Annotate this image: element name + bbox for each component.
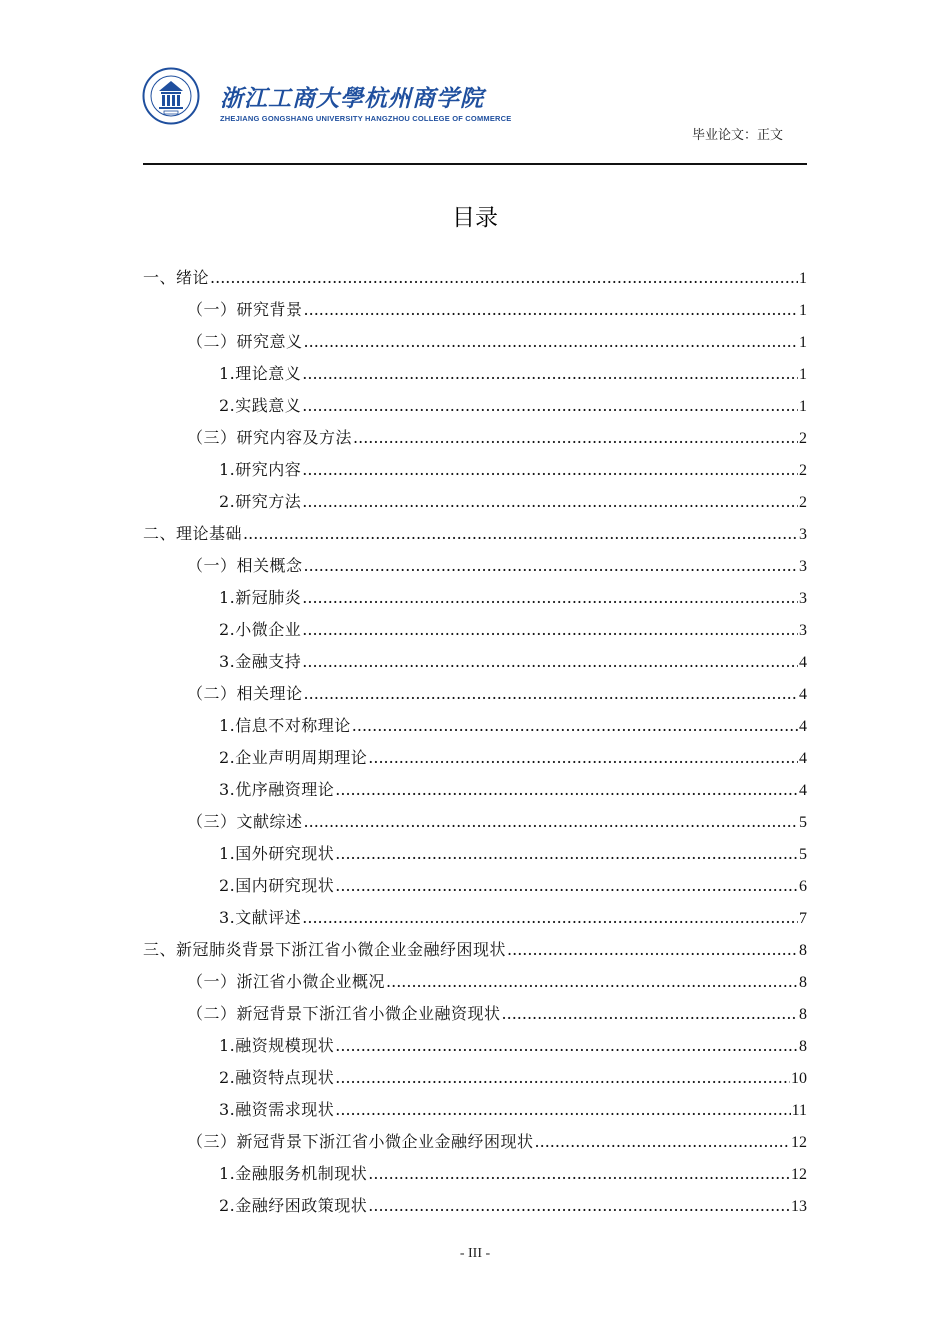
toc-dot-leader	[302, 582, 798, 614]
header-section-tag: 毕业论文：正文	[691, 128, 783, 143]
toc-page-number: 10	[791, 1070, 807, 1087]
toc-page-number: 6	[799, 878, 807, 895]
toc-entry[interactable]	[143, 966, 807, 998]
toc-page-number: 12	[791, 1166, 807, 1183]
toc-entry-label: （三）研究内容及方法	[187, 428, 353, 447]
toc-entry-label: （三）文献综述	[187, 812, 303, 831]
toc-entry-label: （二）相关理论	[187, 684, 303, 703]
toc-entry[interactable]	[143, 262, 807, 294]
university-seal-logo	[142, 67, 200, 125]
toc-entry[interactable]	[143, 550, 807, 582]
toc-dot-leader	[368, 1190, 790, 1222]
toc-page-number: 2	[799, 494, 807, 511]
toc-page-number: 12	[791, 1134, 807, 1151]
toc-page-number: 5	[799, 846, 807, 863]
toc-page-number: 1	[799, 302, 807, 319]
toc-page-number: 4	[799, 782, 807, 799]
toc-page-number: 8	[799, 1006, 807, 1023]
toc-entry[interactable]	[143, 390, 807, 422]
toc-entry[interactable]	[143, 710, 807, 742]
toc-page-number: 3	[799, 558, 807, 575]
toc-entry[interactable]	[143, 614, 807, 646]
toc-page-number: 1	[799, 398, 807, 415]
toc-entry[interactable]	[143, 774, 807, 806]
toc-dot-leader	[302, 454, 798, 486]
toc-dot-leader	[352, 710, 798, 742]
toc-entry-label: 1.信息不对称理论	[219, 716, 351, 735]
toc-entry[interactable]	[143, 326, 807, 358]
toc-entry-label: 2.融资特点现状	[219, 1068, 335, 1087]
header-divider	[143, 163, 807, 165]
toc-page-number: 3	[799, 622, 807, 639]
toc-dot-leader	[335, 1094, 790, 1126]
toc-entry-label: （一）浙江省小微企业概况	[187, 972, 386, 991]
toc-entry-label: （一）相关概念	[187, 556, 303, 575]
toc-entry[interactable]	[143, 422, 807, 454]
toc-entry[interactable]	[143, 678, 807, 710]
toc-entry[interactable]	[143, 1062, 807, 1094]
toc-entry[interactable]	[143, 870, 807, 902]
toc-entry-label: （二）研究意义	[187, 332, 303, 351]
toc-dot-leader	[302, 486, 798, 518]
toc-dot-leader	[335, 1062, 790, 1094]
toc-page-number: 2	[799, 462, 807, 479]
toc-entry-label: 1.金融服务机制现状	[219, 1164, 368, 1183]
toc-entry-label: 1.融资规模现状	[219, 1036, 335, 1055]
toc-entry[interactable]	[143, 518, 807, 550]
toc-entry[interactable]	[143, 1190, 807, 1222]
toc-dot-leader	[302, 614, 798, 646]
toc-page-number: 4	[799, 686, 807, 703]
toc-entry-label: 1.研究内容	[219, 460, 302, 479]
toc-page-number: 3	[799, 590, 807, 607]
toc-dot-leader	[535, 1126, 790, 1158]
toc-dot-leader	[368, 742, 798, 774]
toc-entry-label: 2.金融纾困政策现状	[219, 1196, 368, 1215]
toc-dot-leader	[302, 646, 798, 678]
toc-dot-leader	[304, 326, 798, 358]
toc-entry[interactable]	[143, 1158, 807, 1190]
toc-page-number: 11	[791, 1102, 807, 1119]
toc-page-number: 3	[799, 526, 807, 543]
table-of-contents	[143, 262, 807, 1222]
toc-dot-leader	[304, 294, 798, 326]
toc-entry[interactable]	[143, 838, 807, 870]
toc-entry-label: （三）新冠背景下浙江省小微企业金融纾困现状	[187, 1132, 534, 1151]
toc-entry-label: 2.国内研究现状	[219, 876, 335, 895]
toc-dot-leader	[304, 678, 798, 710]
toc-entry-label: 2.实践意义	[219, 396, 302, 415]
toc-entry[interactable]	[143, 582, 807, 614]
toc-entry[interactable]	[143, 358, 807, 390]
toc-entry[interactable]	[143, 1094, 807, 1126]
toc-entry-label: 3.优序融资理论	[219, 780, 335, 799]
toc-dot-leader	[335, 838, 798, 870]
toc-entry[interactable]	[143, 1030, 807, 1062]
page-title: 目录	[452, 205, 498, 231]
toc-entry-label: 二、理论基础	[143, 524, 243, 543]
toc-dot-leader	[302, 390, 798, 422]
toc-entry[interactable]	[143, 998, 807, 1030]
toc-page-number: 2	[799, 430, 807, 447]
toc-entry[interactable]	[143, 454, 807, 486]
toc-page-number: 1	[799, 270, 807, 287]
toc-page-number: 4	[799, 750, 807, 767]
toc-entry-label: 3.文献评述	[219, 908, 302, 927]
toc-entry-label: （一）研究背景	[187, 300, 303, 319]
toc-page-number: 7	[799, 910, 807, 927]
toc-entry-label: 1.国外研究现状	[219, 844, 335, 863]
toc-entry-label: 3.金融支持	[219, 652, 302, 671]
toc-page-number: 8	[799, 942, 807, 959]
toc-dot-leader	[335, 774, 798, 806]
toc-page-number: 4	[799, 654, 807, 671]
toc-page-number: 8	[799, 974, 807, 991]
toc-entry[interactable]	[143, 742, 807, 774]
toc-entry-label: 三、新冠肺炎背景下浙江省小微企业金融纾困现状	[143, 940, 507, 959]
toc-entry[interactable]	[143, 294, 807, 326]
toc-dot-leader	[304, 806, 798, 838]
toc-page-number: 4	[799, 718, 807, 735]
toc-dot-leader	[302, 358, 798, 390]
toc-page-number: 5	[799, 814, 807, 831]
toc-dot-leader	[243, 518, 798, 550]
toc-entry-label: 2.企业声明周期理论	[219, 748, 368, 767]
toc-entry-label: 一、绪论	[143, 268, 210, 287]
toc-dot-leader	[502, 998, 798, 1030]
toc-page-number: 1	[799, 366, 807, 383]
toc-dot-leader	[210, 262, 798, 294]
toc-entry-label: 1.理论意义	[219, 364, 302, 383]
toc-entry-label: （二）新冠背景下浙江省小微企业融资现状	[187, 1004, 501, 1023]
toc-entry[interactable]	[143, 902, 807, 934]
toc-entry[interactable]	[143, 934, 807, 966]
toc-page-number: 8	[799, 1038, 807, 1055]
toc-dot-leader	[335, 1030, 798, 1062]
toc-entry[interactable]	[143, 1126, 807, 1158]
toc-dot-leader	[507, 934, 798, 966]
logo-chinese-name: 浙江工商大學杭州商学院	[220, 86, 484, 112]
toc-entry[interactable]	[143, 486, 807, 518]
toc-page-number: 13	[791, 1198, 807, 1215]
toc-dot-leader	[304, 550, 798, 582]
logo-english-name: ZHEJIANG GONGSHANG UNIVERSITY HANGZHOU COLLEGE OF COMMERCE	[220, 114, 512, 123]
toc-dot-leader	[368, 1158, 790, 1190]
toc-entry[interactable]	[143, 806, 807, 838]
page-number: - III -	[459, 1246, 491, 1261]
university-logo-text	[220, 86, 510, 123]
toc-dot-leader	[302, 902, 798, 934]
toc-entry-label: 2.研究方法	[219, 492, 302, 511]
toc-dot-leader	[335, 870, 798, 902]
toc-entry-label: 1.新冠肺炎	[219, 588, 302, 607]
toc-entry-label: 2.小微企业	[219, 620, 302, 639]
toc-entry-label: 3.融资需求现状	[219, 1100, 335, 1119]
toc-entry[interactable]	[143, 646, 807, 678]
toc-dot-leader	[386, 966, 798, 998]
toc-page-number: 1	[799, 334, 807, 351]
toc-dot-leader	[353, 422, 798, 454]
